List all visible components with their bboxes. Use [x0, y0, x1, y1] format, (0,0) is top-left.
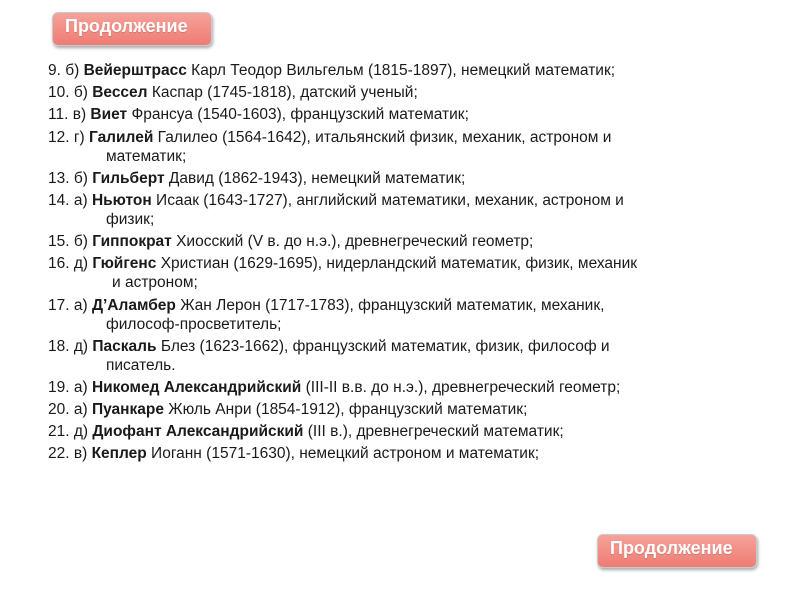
person-description: Давид (1862-1943), немецкий математик; — [164, 169, 466, 187]
list-item — [48, 378, 758, 397]
person-description: Карл Теодор Вильгельм (1815-1897), немецкий математик; — [186, 62, 616, 79]
person-description: Хиосский (V в. до н.э.), древнегреческий геометр; — [171, 233, 534, 251]
item-number: 13. б) — [48, 169, 93, 187]
item-continuation: физик; — [106, 210, 155, 228]
person-description: Франсуа (1540-1603), французский математик; — [127, 106, 469, 124]
item-number: 10. б) — [48, 84, 93, 102]
continue-button-top[interactable]: Продолжение — [52, 12, 212, 46]
person-name: Пуанкаре — [91, 401, 164, 419]
list-item — [48, 105, 758, 124]
person-description: Галилео (1564-1642), итальянский физик, механик, астроном и — [153, 128, 612, 146]
answers-list — [48, 61, 758, 467]
list-item — [48, 254, 758, 292]
list-item — [48, 83, 758, 102]
person-description: Блез (1623-1662), французский математик, физик, философ и — [156, 337, 610, 355]
person-description: Жюль Анри (1854-1912), французский математик; — [163, 401, 528, 419]
item-continuation: философ-просветитель; — [106, 315, 282, 333]
item-continuation: и астроном; — [112, 274, 198, 292]
person-name: Д’Аламбер — [91, 296, 176, 314]
list-item — [48, 169, 758, 188]
item-number: 15. б) — [48, 233, 93, 251]
person-name: Диофант Александрийский — [92, 423, 304, 441]
item-number: 16. д) — [48, 255, 93, 273]
person-description: Христиан (1629-1695), нидерландский математик, физик, механик — [156, 255, 638, 273]
person-name: Кеплер — [91, 445, 147, 463]
item-number: 12. г) — [48, 128, 89, 146]
person-name: Паскаль — [92, 337, 157, 355]
person-name: Вессел — [92, 84, 148, 102]
person-description: Жан Лерон (1717-1783), французский математик, механик, — [175, 296, 605, 314]
person-name: Гиппократ — [92, 233, 172, 251]
item-number: 17. а) — [48, 296, 92, 314]
item-continuation: писатель. — [106, 356, 176, 374]
person-name: Гюйгенс — [92, 255, 157, 273]
item-number: 11. в) — [48, 106, 91, 124]
item-number: 18. д) — [48, 337, 93, 355]
item-number: 22. в) — [48, 445, 92, 463]
item-continuation: математик; — [106, 147, 187, 165]
person-name: Виет — [90, 106, 128, 124]
person-name: Вейерштрасс — [83, 62, 187, 79]
list-item — [48, 128, 758, 166]
list-item — [48, 61, 758, 80]
person-description: Исаак (1643-1727), английский математики, механик, астроном и — [151, 191, 624, 209]
person-name: Галилей — [88, 128, 154, 146]
list-item — [48, 337, 758, 375]
list-item — [48, 296, 758, 334]
list-item — [48, 444, 758, 463]
person-description: Каспар (1745-1818), датский ученый; — [147, 84, 418, 102]
person-name: Ньютон — [91, 191, 152, 209]
person-description: Иоганн (1571-1630), немецкий астроном и математик; — [146, 445, 540, 463]
list-item — [48, 422, 758, 441]
person-name: Никомед Александрийский — [91, 378, 302, 396]
continue-button-bottom[interactable]: Продолжение — [597, 534, 757, 568]
item-number: 9. б) — [48, 62, 84, 79]
list-item — [48, 232, 758, 251]
person-name: Гильберт — [92, 169, 165, 187]
list-item — [48, 191, 758, 229]
item-number: 21. д) — [48, 423, 93, 441]
list-item — [48, 400, 758, 419]
person-description: (III-II в.в. до н.э.), древнегреческий геометр; — [301, 378, 621, 396]
item-number: 14. а) — [48, 191, 92, 209]
person-description: (III в.), древнегреческий математик; — [303, 423, 564, 441]
item-number: 19. а) — [48, 378, 92, 396]
item-number: 20. а) — [48, 401, 92, 419]
